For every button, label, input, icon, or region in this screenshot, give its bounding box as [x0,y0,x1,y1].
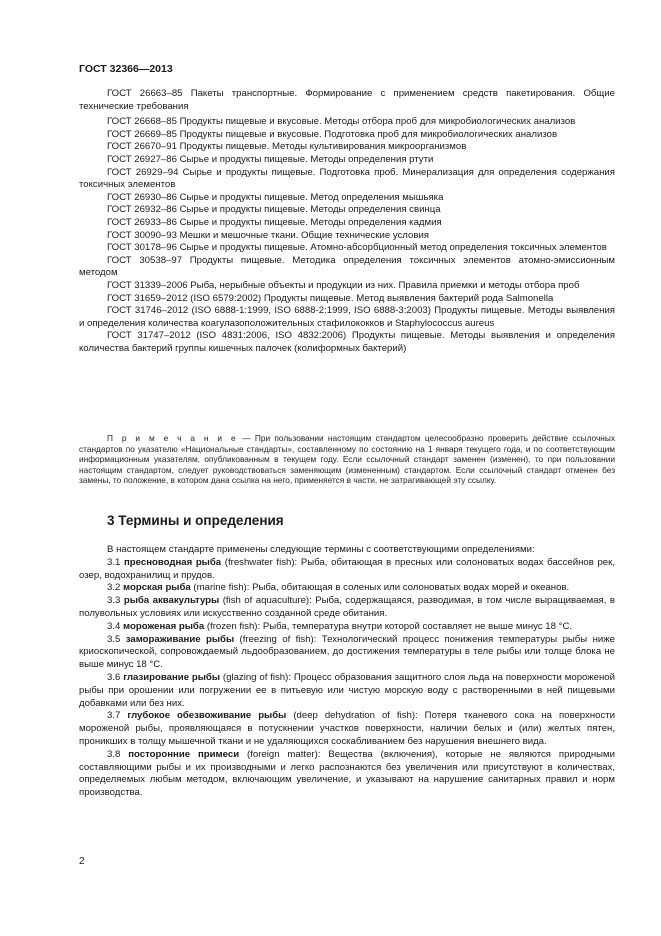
document-header: ГОСТ 32366—2013 [79,63,173,75]
term-definition: (marine fish): Рыба, обитающая в соленых или солоноватых водах морей и океанов. [190,582,570,594]
term-number: 3.7 [107,710,121,722]
reference-item: ГОСТ 26927–86 Сырье и продукты пищевые. Методы определения ртути [107,153,434,165]
term-name: посторонние примеси [128,748,240,760]
term-name: рыба аквакультуры [123,595,220,607]
reference-item: ГОСТ 31747–2012 (ISO 4831:2006, ISO 4832:2006) Продукты пищевые. Методы выявления и определения количества бактерий группы кишечных палочек (колиформных бактерий) [79,330,615,354]
reference-item: ГОСТ 26930–86 Сырье и продукты пищевые. Метод определения мышьяка [107,191,444,203]
term-name: глазирование рыбы [123,671,221,683]
term-number: 3.6 [107,671,121,683]
term-definition: (freshwater fish): Рыба, обитающая в пресных или солоноватых водах бассейнов рек, озер, водохранилищ и прудов. [79,556,615,581]
reference-item: ГОСТ 31659–2012 (ISO 6579:2002) Продукты пищевые. Метод выявления бактерий рода Salmonella [107,292,554,304]
term-number: 3.8 [107,748,121,760]
term-number: 3.1 [107,556,121,568]
reference-item: ГОСТ 30178–96 Сырье и продукты пищевые. Атомно-абсорбционный метод определения токсичных элементов [107,242,607,254]
note-text: — При пользовании настоящим стандартом целесообразно проверить действие ссылочных стандартов по указателю «Национальные стандарты», составленному по состоянию на 1 января текущего года, и по соответствующим информационным указателям, опубликованным в текущем году. Если ссылочный стандарт заменен (изменен), то при пользовании настоящим стандартом, следует руководствоваться заменяющим (измененным) стандартом. Если ссылочный стандарт отменен без замены, то положение, в котором дана ссылка на него, применяется в части, не затрагивающей эту ссылку. [79,433,615,486]
references-note [79,433,615,486]
term-definition: (frozen fish): Рыба, температура внутри которой составляет не выше минус 18 °С. [204,620,573,632]
term-definition: (freezing of fish): Технологический процесс понижения температуры рыбы ниже криоскопической, сопровождаемый льдообразованием, до достижения температуры в теле рыбы или толще блока не выше минус 18 °С. [79,633,615,671]
term-name: глубокое обезвоживание рыбы [127,710,287,722]
terms-intro: В настоящем стандарте применены следующие термины с соответствующими определениями: [107,544,535,555]
reference-item: ГОСТ 26669–85 Продукты пищевые и вкусовые. Подготовка проб для микробиологических анализов [107,128,558,140]
term-item [79,557,615,583]
reference-item: ГОСТ 26670–91 Продукты пищевые. Методы культивирования микроорганизмов [107,141,467,153]
term-item [79,621,615,634]
reference-item: ГОСТ 30090–93 Мешки и мешочные ткани. Общие технические условия [107,229,429,241]
terms-list [79,544,615,800]
term-name: пресноводная рыба [124,556,222,568]
term-name: морская рыба [123,582,191,594]
section-title: 3 Термины и определения [107,513,284,528]
term-item [79,672,615,710]
term-name: замораживание рыбы [125,633,235,645]
term-definition: (glazing of fish): Процесс образования защитного слоя льда на поверхности мороженой рыбы при орошении или погружении ее в питьевую или чистую морскую воду с растворенными в ней пищевыми добавками или без них. [79,671,615,709]
term-name: мороженая рыба [123,620,205,632]
term-number: 3.5 [107,633,121,645]
reference-item: ГОСТ 30538–97 Продукты пищевые. Методика определения токсичных элементов атомно-эмиссионным методом [79,254,615,279]
note-label: П р и м е ч а н и е [107,433,238,443]
term-item [79,634,615,672]
term-definition: (deep dehydration of fish): Потеря тканевого сока на поверхности мороженой рыбы, проявляющаяся в потускнении участков поверхности, наличии белых и (или) желтых пятен, проникших в толщу мышечной ткани и не удаляющихся соскабливанием без нарушения внешнего вида. [79,710,616,747]
term-item [79,749,615,800]
term-item [79,710,615,748]
term-number: 3.4 [107,620,121,632]
reference-item: ГОСТ 26929–94 Сырье и продукты пищевые. Подготовка проб. Минерализация для определения содержания токсичных элементов [79,166,615,191]
term-number: 3.2 [107,582,121,594]
reference-item: ГОСТ 26933–86 Сырье и продукты пищевые. Методы определения кадмия [107,216,442,228]
page-number: 2 [79,856,85,867]
reference-item: ГОСТ 26668–85 Продукты пищевые и вкусовые. Методы отбора проб для микробиологических анализов [107,116,576,128]
reference-item: ГОСТ 26663–85 Пакеты транспортные. Формирование с применением средств пакетирования. Общие технические требования [79,88,615,112]
term-item [79,595,615,621]
reference-item: ГОСТ 31746–2012 (ISO 6888-1:1999, ISO 6888-2:1999, ISO 6888-3:2003) Продукты пищевые. Методы выявления и определения количества коагулазоположительных стафилококков и Staphylococcus aureus [79,305,615,329]
term-item [79,582,615,595]
reference-item: ГОСТ 31339–2006 Рыба, нерыбные объекты и продукции из них. Правила приемки и методы отбора проб [107,279,580,291]
normative-references-list [79,88,615,355]
term-definition: (fish of aquaculture): Рыба, содержащаяся, разводимая, в том числе выращиваемая, в полувольных условиях или искусственно созданной среде обитания. [79,595,615,619]
term-number: 3.3 [107,595,121,607]
term-definition: (foreign matter): Вещества (включения), которые не являются природными составляющими рыбы и их производными и легко распознаются без увеличения или присутствуют в количествах, определяемых любым методом, включающим увеличение, и указывают на нарушение санитарных правил и норм производства. [79,748,615,799]
reference-item: ГОСТ 26932–86 Сырье и продукты пищевые. Методы определения свинца [107,204,441,216]
